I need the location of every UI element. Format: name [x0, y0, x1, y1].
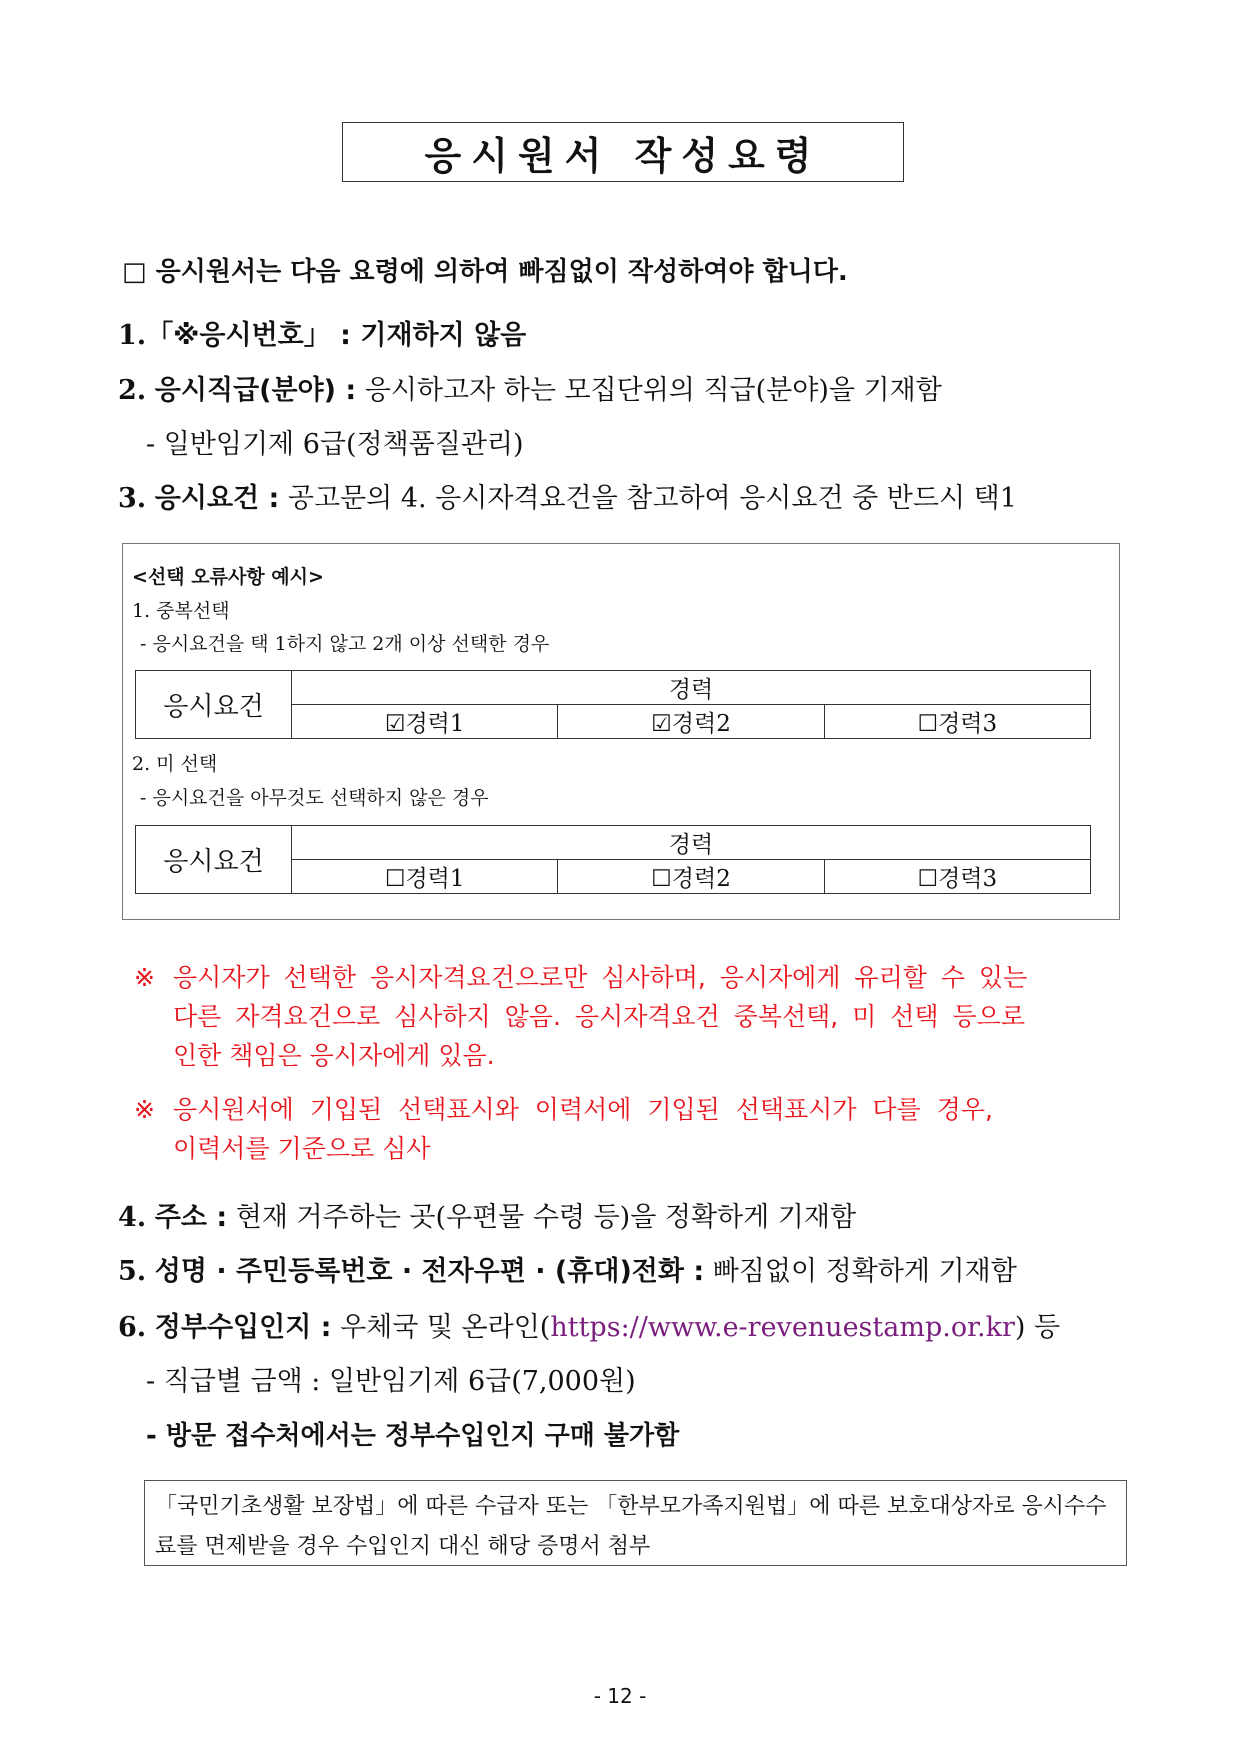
item-number: 2.	[118, 375, 147, 406]
option-label: 경력3	[938, 711, 998, 737]
item-text: 현재 거주하는 곳(우편물 수령 등)을 정확하게 기재함	[227, 1202, 857, 1233]
option-label: 경력2	[671, 866, 731, 892]
checkbox-bullet-icon: □	[122, 257, 147, 287]
item-label: 주소 :	[154, 1202, 228, 1233]
example-heading: <선택 오류사항 예시>	[132, 566, 324, 588]
item-3	[118, 481, 1017, 517]
item-number: 4.	[118, 1202, 147, 1233]
option-label: 경력1	[405, 866, 465, 892]
empty-box-icon: ☐	[651, 866, 672, 892]
empty-box-icon: ☐	[917, 866, 939, 892]
item-text-after: ) 등	[1014, 1312, 1061, 1343]
option-cell	[292, 705, 558, 739]
intro-line	[122, 254, 848, 290]
note1-line3: 인한 책임은 응시자에게 있음.	[173, 1041, 495, 1070]
item-6-sub-notice: - 방문 접수처에서는 정부수입인지 구매 불가함	[146, 1421, 680, 1451]
group-header: 경력	[292, 671, 1091, 705]
option-cell	[558, 705, 824, 739]
item-number: 6.	[118, 1312, 147, 1343]
item-label: 응시요건 :	[154, 483, 280, 514]
item-1	[118, 318, 526, 354]
group-header: 경력	[292, 826, 1091, 860]
item-text: 빠짐없이 정확하게 기재함	[704, 1256, 1017, 1287]
item-label: 정부수입인지 :	[154, 1312, 332, 1343]
item-number: 3.	[118, 483, 147, 514]
intro-text: 응시원서는 다음 요령에 의하여 빠짐없이 작성하여야 합니다.	[155, 257, 848, 287]
item-text: 우체국 및 온라인(	[331, 1312, 551, 1343]
item-label: 응시직급(분야) :	[154, 375, 357, 406]
item-number: 5.	[118, 1256, 147, 1287]
exemption-note-box: 「국민기초생활 보장법」에 따른 수급자 또는 「한부모가족지원법」에 따른 보호대상자로 응시수수료를 면제받을 경우 수입인지 대신 해당 증명서 첨부	[144, 1480, 1127, 1566]
page-number: - 12 -	[593, 1684, 647, 1708]
example-table-none	[135, 825, 1091, 894]
item-number: 1.	[118, 320, 147, 351]
case2-desc: - 응시요건을 아무것도 선택하지 않은 경우	[140, 787, 489, 809]
option-cell	[824, 705, 1090, 739]
row-header: 응시요건	[136, 826, 292, 894]
empty-box-icon: ☐	[917, 711, 939, 737]
item-6	[118, 1310, 1060, 1346]
item-label: 성명 · 주민등록번호 · 전자우편 · (휴대)전화 :	[154, 1256, 705, 1287]
item-5	[118, 1254, 1017, 1290]
page-title: 응시원서 작성요령	[342, 122, 904, 182]
case1-desc: - 응시요건을 택 1하지 않고 2개 이상 선택한 경우	[140, 633, 550, 655]
option-cell	[292, 860, 558, 894]
checked-box-icon: ☑	[651, 711, 672, 737]
case1-title: 1. 중복선택	[132, 600, 230, 622]
note2-line2: 이력서를 기준으로 심사	[173, 1134, 431, 1163]
note1-line2: 다른 자격요건으로 심사하지 않음. 응시자격요건 중복선택, 미 선택 등으로	[173, 1002, 1025, 1031]
empty-box-icon: ☐	[384, 866, 406, 892]
item-text: 응시하고자 하는 모집단위의 직급(분야)을 기재함	[356, 375, 942, 406]
revenue-stamp-link[interactable]: https://www.e-revenuestamp.or.kr	[550, 1312, 1015, 1343]
option-label: 경력3	[938, 866, 998, 892]
item-4	[118, 1200, 856, 1236]
reference-mark-icon: ※	[134, 1095, 155, 1124]
example-table-duplicate	[135, 670, 1091, 739]
option-cell	[824, 860, 1090, 894]
option-label: 경력2	[671, 711, 731, 737]
option-label: 경력1	[405, 711, 465, 737]
row-header: 응시요건	[136, 671, 292, 739]
item-2	[118, 373, 942, 409]
note1-line1: 응시자가 선택한 응시자격요건으로만 심사하며, 응시자에게 유리할 수 있는	[173, 963, 1028, 992]
item-6-sub-amount: - 직급별 금액 : 일반임기제 6급(7,000원)	[146, 1366, 636, 1397]
reference-mark-icon: ※	[134, 963, 155, 992]
item-text: 기재하지 않음	[350, 320, 527, 351]
note2-line1: 응시원서에 기입된 선택표시와 이력서에 기입된 선택표시가 다를 경우,	[173, 1095, 993, 1124]
item-text: 공고문의 4. 응시자격요건을 참고하여 응시요건 중 반드시 택1	[279, 483, 1017, 514]
option-cell	[558, 860, 824, 894]
checked-box-icon: ☑	[384, 711, 406, 737]
item-label: 「※응시번호」 :	[146, 320, 351, 351]
case2-title: 2. 미 선택	[132, 753, 218, 775]
item-2-sub: - 일반임기제 6급(정책품질관리)	[146, 429, 524, 460]
